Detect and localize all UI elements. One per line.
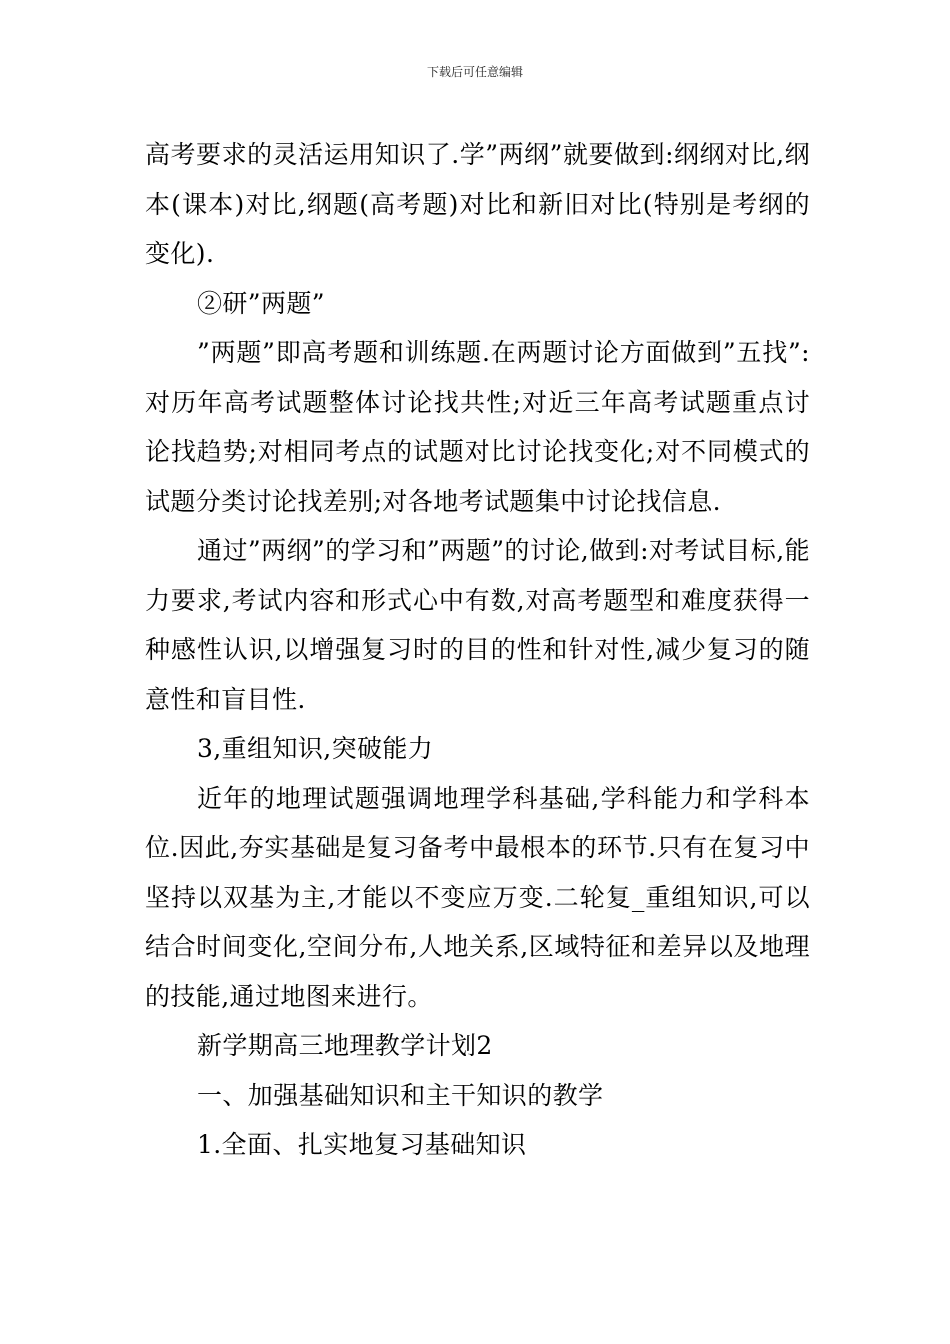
section-heading-1: 一、加强基础知识和主干知识的教学 xyxy=(197,1080,604,1110)
paragraph-summary: 通过”两纲”的学习和”两题”的讨论,做到:对考试目标,能力要求,考试内容和形式心中有数,对高考题型和难度获得一种感性认识,以增强复习时的目的性和针对性,减少复习的随意性和盲目性. xyxy=(145,536,810,714)
paragraph-continuation: 高考要求的灵活运用知识了.学”两纲”就要做到:纲纲对比,纲本(课本)对比,纲题(高考题)对比和新旧对比(特别是考纲的变化). xyxy=(145,140,810,268)
paragraph-heading-reorganize: 3,重组知识,突破能力 xyxy=(197,734,434,763)
document-body xyxy=(145,130,810,1170)
section-title: 新学期高三地理教学计划2 xyxy=(197,1031,493,1060)
page-header: 下载后可任意编辑 xyxy=(426,65,523,79)
subsection-heading-1: 1.全面、扎实地复习基础知识 xyxy=(197,1130,527,1159)
paragraph-heading-two-questions: ②研”两题” xyxy=(197,288,325,318)
paragraph-two-questions: ”两题”即高考题和训练题.在两题讨论方面做到”五找”:对历年高考试题整体讨论找共性;对近三年高考试题重点讨论找趋势;对相同考点的试题对比讨论找变化;对不同模式的试题分类讨论找差别;对各地考试题集中讨论找信息. xyxy=(145,338,810,516)
paragraph-reorganize: 近年的地理试题强调地理学科基础,学科能力和学科本位.因此,夯实基础是复习备考中最根本的环节.只有在复习中坚持以双基为主,才能以不变应万变.二轮复_重组知识,可以结合时间变化,空间分布,人地关系,区域特征和差异以及地理的技能,通过地图来进行。 xyxy=(145,783,810,1011)
